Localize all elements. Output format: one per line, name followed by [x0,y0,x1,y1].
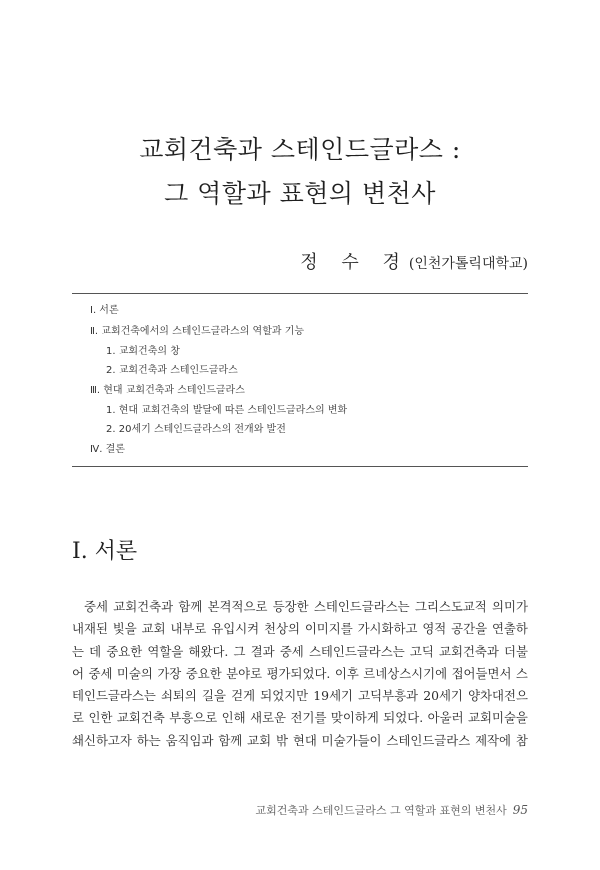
body-line: 어 중세 미술의 가장 중요한 분야로 평가되었다. 이후 르네상스시기에 접어들면서 스 [72,665,528,681]
title-line-1: 교회건축과 스테인드글라스 : [139,135,461,164]
body-line: 중세 교회건축과 함께 본격적으로 등장한 스테인드글라스는 그리스도교적 의미가 [84,599,528,614]
body-line: 로 인한 교회건축 부흥으로 인해 새로운 전기를 맞이하게 되었다. 아울러 교회미술을 [72,710,528,726]
toc-subsection-item: 2. 교회건축과 스테인드글라스 [106,365,238,376]
author-block [300,248,528,274]
running-title: 교회건축과 스테인드글라스 그 역할과 표현의 변천사 [255,804,507,817]
body-line: 는 데 중요한 역할을 해왔다. 그 결과 중세 스테인드글라스는 고딕 교회건축과 더불 [72,643,528,659]
table-of-contents [90,300,520,460]
toc-subsection-item: 2. 20세기 스테인드글라스의 전개와 발전 [106,424,286,435]
body-text [72,596,528,752]
toc-section-item: Ⅰ. 서론 [90,305,119,316]
body-line: 쇄신하고자 하는 움직임과 함께 교회 밖 현대 미술가들이 스테인드글라스 제작에 참 [72,732,528,748]
toc-section-item: Ⅱ. 교회건축에서의 스테인드글라스의 역할과 기능 [90,326,305,337]
body-line: 내재된 빛을 교회 내부로 유입시켜 천상의 이미지를 가시화하고 영적 공간을 연출하 [72,621,528,637]
author-affiliation: (인천가톨릭대학교) [408,256,528,272]
toc-section-item: Ⅳ. 결론 [90,444,125,455]
body-line: 테인드글라스는 쇠퇴의 길을 걷게 되었지만 19세기 고딕부흥과 20세기 양차대전으 [72,688,528,704]
page-number: 95 [512,803,528,817]
section-heading: Ⅰ. 서론 [72,539,138,564]
toc-subsection-item: 1. 현대 교회건축의 발달에 따른 스테인드글라스의 변화 [106,405,348,416]
toc-section-item: Ⅲ. 현대 교회건축과 스테인드글라스 [90,385,245,396]
toc-top-rule [72,293,528,294]
title-line-2: 그 역할과 표현의 변천사 [164,179,436,208]
author-name: 정 수 경 [300,252,409,273]
toc-subsection-item: 1. 교회건축의 창 [106,346,180,357]
toc-bottom-rule [72,466,528,467]
paper-title [0,128,600,216]
page-footer [255,802,528,818]
